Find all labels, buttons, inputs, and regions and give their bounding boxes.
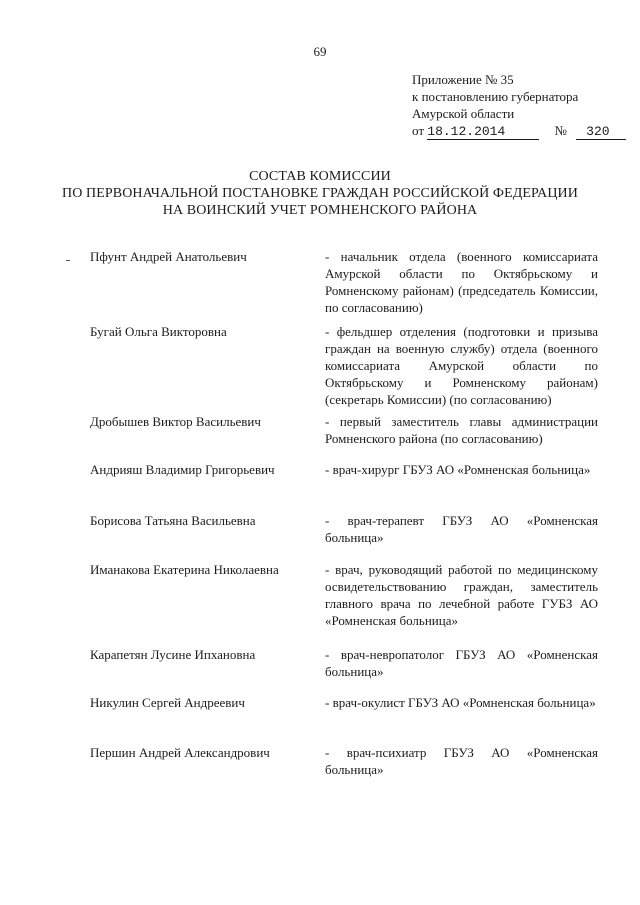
member-role: - врач-терапевт ГБУЗ АО «Ромненская больница» — [325, 513, 598, 545]
member-name: Карапетян Лусине Ипхановна — [90, 647, 256, 662]
member-name: Першин Андрей Александрович — [90, 745, 270, 760]
member-role: - врач-психиатр ГБУЗ АО «Ромненская больница» — [325, 745, 598, 777]
appendix-header — [412, 71, 626, 140]
member-role: - врач-хирург ГБУЗ АО «Ромненская больница» — [325, 462, 591, 477]
member-name: Никулин Сергей Андреевич — [90, 695, 245, 710]
member-role: - врач-окулист ГБУЗ АО «Ромненская больница» — [325, 695, 596, 710]
decree-number: 320 — [576, 125, 626, 140]
member-role: - фельдшер отделения (подготовки и призыва граждан на военную службу) отдела (военного комиссариата Амурской области по Октябрьскому и Ромненскому районам) (секретарь Комиссии) (по согласованию) — [325, 324, 598, 407]
title-line-3: НА ВОИНСКИЙ УЧЕТ РОМНЕНСКОГО РАЙОНА — [162, 203, 478, 218]
date-prefix: от — [412, 123, 425, 138]
appendix-date-line — [412, 122, 626, 140]
member-role: - начальник отдела (военного комиссариата Амурской области по Октябрьскому и Ромненскому районам) (председатель Комиссии, по согласованию) — [325, 249, 598, 315]
document-title — [0, 168, 640, 219]
member-name: Борисова Татьяна Васильевна — [90, 513, 256, 528]
member-name: Андрияш Владимир Григорьевич — [90, 462, 275, 477]
member-role: - первый заместитель главы администрации Ромненского района (по согласованию) — [325, 414, 598, 446]
page-number: 69 — [313, 44, 327, 59]
member-name: Дробышев Виктор Васильевич — [90, 414, 261, 429]
member-name: Бугай Ольга Викторовна — [90, 324, 227, 339]
title-line-2: ПО ПЕРВОНАЧАЛЬНОЙ ПОСТАНОВКЕ ГРАЖДАН РОССИЙСКОЙ ФЕДЕРАЦИИ — [62, 186, 578, 201]
appendix-line-3: Амурской области — [412, 106, 515, 121]
member-role: - врач-невропатолог ГБУЗ АО «Ромненская больница» — [325, 647, 598, 679]
appendix-line-2: к постановлению губернатора — [412, 89, 579, 104]
member-role: - врач, руководящий работой по медицинскому освидетельствованию граждан, заместитель главного врача по лечебной работе ГУБЗ АО «Ромненская больница» — [325, 562, 598, 628]
member-name: Иманакова Екатерина Николаевна — [90, 562, 279, 577]
appendix-line-1: Приложение № 35 — [412, 72, 514, 87]
decree-date: 18.12.2014 — [427, 125, 539, 140]
number-sign: № — [554, 123, 567, 138]
member-name: Пфунт Андрей Анатольевич — [90, 249, 247, 264]
margin-mark — [66, 260, 70, 261]
title-line-1: СОСТАВ КОМИССИИ — [249, 169, 391, 184]
